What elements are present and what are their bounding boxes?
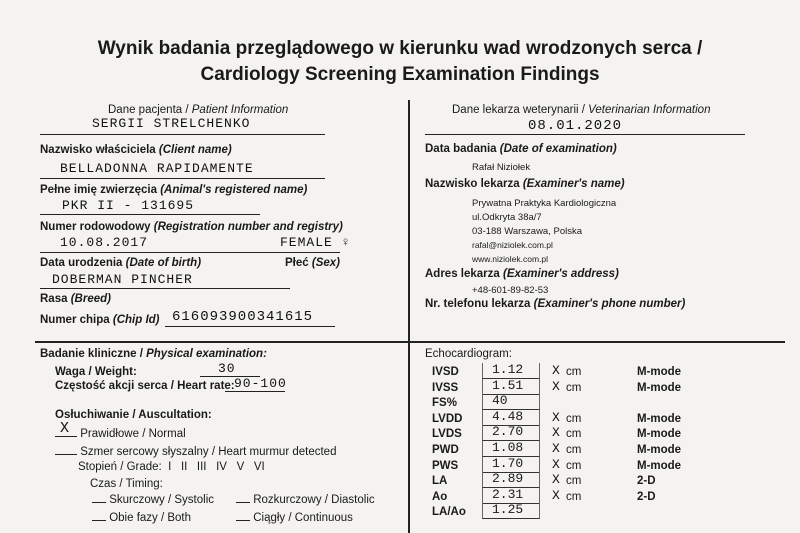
echo-unit-check-mark: X	[552, 410, 561, 425]
echo-unit-check-mark: X	[552, 457, 561, 472]
echo-mode-label: M-mode	[637, 444, 682, 456]
grade-III[interactable]: III	[196, 461, 207, 473]
weight-value: 30	[218, 361, 236, 376]
address-line-2: ul.Odkryta 38a/7	[472, 212, 542, 223]
registration-line	[40, 252, 340, 253]
grade-VI[interactable]: VI	[253, 461, 265, 473]
murmur-option[interactable]: Szmer sercowy słyszalny / Heart murmur detected	[55, 446, 336, 458]
document-title-en: Cardiology Screening Examination Findings	[200, 64, 600, 85]
physical-section-heading: Badanie kliniczne / Physical examination:	[40, 348, 267, 360]
echo-value-box[interactable]	[482, 394, 540, 410]
animal-name-value: PKR II - 131695	[62, 198, 195, 213]
echo-param-value: 1.12	[492, 362, 524, 377]
echo-param-label: LA	[432, 475, 448, 487]
echo-unit-label: cm	[566, 428, 582, 440]
echo-unit-check-mark: X	[552, 488, 561, 503]
breed-label: Rasa (Breed)	[40, 293, 111, 305]
sex-label: Płeć (Sex)	[285, 257, 340, 269]
animal-name-line	[40, 214, 260, 215]
owner-value: BELLADONNA RAPIDAMENTE	[60, 161, 254, 176]
heart-rate-line	[225, 391, 285, 392]
examiner-name-label: Nazwisko lekarza (Examiner's name)	[425, 178, 625, 190]
echo-param-label: IVSD	[432, 366, 459, 378]
echo-param-value: 1.25	[492, 502, 524, 517]
timing-label: Czas / Timing:	[90, 478, 163, 490]
echo-unit-label: cm	[566, 491, 582, 503]
echo-param-label: LA/Ao	[432, 506, 466, 518]
examiner-name-value: Rafał Niziołek	[472, 162, 531, 173]
address-line-3: 03-188 Warszawa, Polska	[472, 226, 583, 237]
echo-param-value: 2.89	[492, 471, 524, 486]
echo-param-label: LVDS	[432, 428, 462, 440]
echo-unit-label: cm	[566, 382, 582, 394]
echo-param-value: 2.70	[492, 424, 524, 439]
echo-param-label: PWD	[432, 444, 459, 456]
phone-value: +48-601-89-82-53	[472, 285, 549, 296]
dob-value: DOBERMAN PINCHER	[52, 272, 193, 287]
echo-unit-check-mark: X	[552, 379, 561, 394]
echo-unit-label: cm	[566, 413, 582, 425]
echo-mode-label: 2-D	[637, 475, 656, 487]
normal-option[interactable]: Prawidłowe / Normal	[55, 428, 186, 440]
grade-V[interactable]: V	[236, 461, 245, 473]
normal-check-mark[interactable]: X	[60, 420, 71, 437]
dob-label: Data urodzenia (Date of birth)	[40, 257, 202, 269]
heart-rate-label: Częstość akcji serca / Heart rate:	[55, 380, 235, 392]
grade-I[interactable]: I	[168, 461, 172, 473]
address-line-5: www.niziolek.com.pl	[472, 254, 549, 264]
owner-label: Nazwisko właściciela (Client name)	[40, 144, 232, 156]
patient-section-heading: Dane pacjenta / Patient Information	[108, 104, 289, 116]
sex-value: FEMALE ♀	[280, 235, 351, 250]
animal-name-label: Pełne imię zwierzęcia (Animal's registered name)	[40, 184, 308, 196]
address-line-1: Prywatna Praktyka Kardiologiczna	[472, 198, 617, 209]
echo-param-value: 40	[492, 393, 508, 408]
echo-param-value: 1.08	[492, 440, 524, 455]
echo-mode-label: M-mode	[637, 382, 682, 394]
echo-param-value: 1.70	[492, 456, 524, 471]
column-divider	[408, 100, 410, 533]
echo-unit-check-mark: X	[552, 363, 561, 378]
patient-name-value: SERGII STRELCHENKO	[92, 116, 251, 131]
phone-label: Nr. telefonu lekarza (Examiner's phone number)	[425, 298, 686, 310]
dob-line	[40, 288, 290, 289]
echo-unit-check-mark: X	[552, 472, 561, 487]
chip-label: Numer chipa (Chip Id)	[40, 314, 160, 326]
echo-param-label: IVSS	[432, 382, 459, 394]
echo-param-label: LVDD	[432, 413, 463, 425]
echo-param-label: Ao	[432, 491, 448, 503]
owner-line	[40, 178, 325, 179]
diastolic-option[interactable]: Rozkurczowy / Diastolic	[236, 494, 375, 506]
auscultation-label: Osłuchiwanie / Auscultation:	[55, 409, 212, 421]
echo-param-value: 1.51	[492, 378, 524, 393]
echo-unit-label: cm	[566, 444, 582, 456]
grade-IV[interactable]: IV	[216, 461, 227, 473]
systolic-option[interactable]: Skurczowy / Systolic	[92, 494, 214, 506]
echo-param-value: 4.48	[492, 409, 524, 424]
echo-mode-label: M-mode	[637, 413, 682, 425]
continuous-option[interactable]: Ciągły / Continuous	[236, 512, 353, 524]
address-line-4: rafal@niziolek.com.pl	[472, 240, 553, 250]
section-divider	[35, 341, 785, 343]
chip-line	[165, 326, 335, 327]
registration-label: Numer rodowodowy (Registration number and registry)	[40, 221, 343, 233]
echo-param-value: 2.31	[492, 487, 524, 502]
chip-value: 616093900341615	[172, 309, 314, 325]
echo-mode-label: M-mode	[637, 366, 682, 378]
echo-param-label: FS%	[432, 397, 457, 409]
echo-unit-label: cm	[566, 366, 582, 378]
echo-mode-label: M-mode	[637, 428, 682, 440]
echo-mode-label: 2-D	[637, 491, 656, 503]
grade-row: Stopień / Grade: I II III IV V VI	[78, 461, 265, 473]
weight-label: Waga / Weight:	[55, 366, 137, 378]
echo-unit-label: cm	[566, 475, 582, 487]
exam-date-value: 08.01.2020	[528, 118, 623, 134]
echo-mode-label: M-mode	[637, 460, 682, 472]
both-option[interactable]: Obie fazy / Both	[92, 512, 191, 524]
vet-section-heading: Dane lekarza weterynarii / Veterinarian Information	[452, 104, 711, 116]
patient-name-line	[40, 134, 325, 135]
heart-rate-value: 90-100	[234, 376, 287, 391]
echo-param-label: PWS	[432, 460, 459, 472]
exam-date-label: Data badania (Date of examination)	[425, 143, 617, 155]
echo-unit-check-mark: X	[552, 425, 561, 440]
registration-value: 10.08.2017	[60, 235, 149, 250]
document-title-pl: Wynik badania przeglądowego w kierunku wad wrodzonych serca /	[97, 38, 703, 59]
echo-unit-label: cm	[566, 460, 582, 472]
exam-date-line	[425, 134, 745, 135]
address-label: Adres lekarza (Examiner's address)	[425, 268, 619, 280]
echo-section-heading: Echocardiogram:	[425, 348, 512, 360]
grade-II[interactable]: II	[180, 461, 188, 473]
echo-unit-check-mark: X	[552, 441, 561, 456]
